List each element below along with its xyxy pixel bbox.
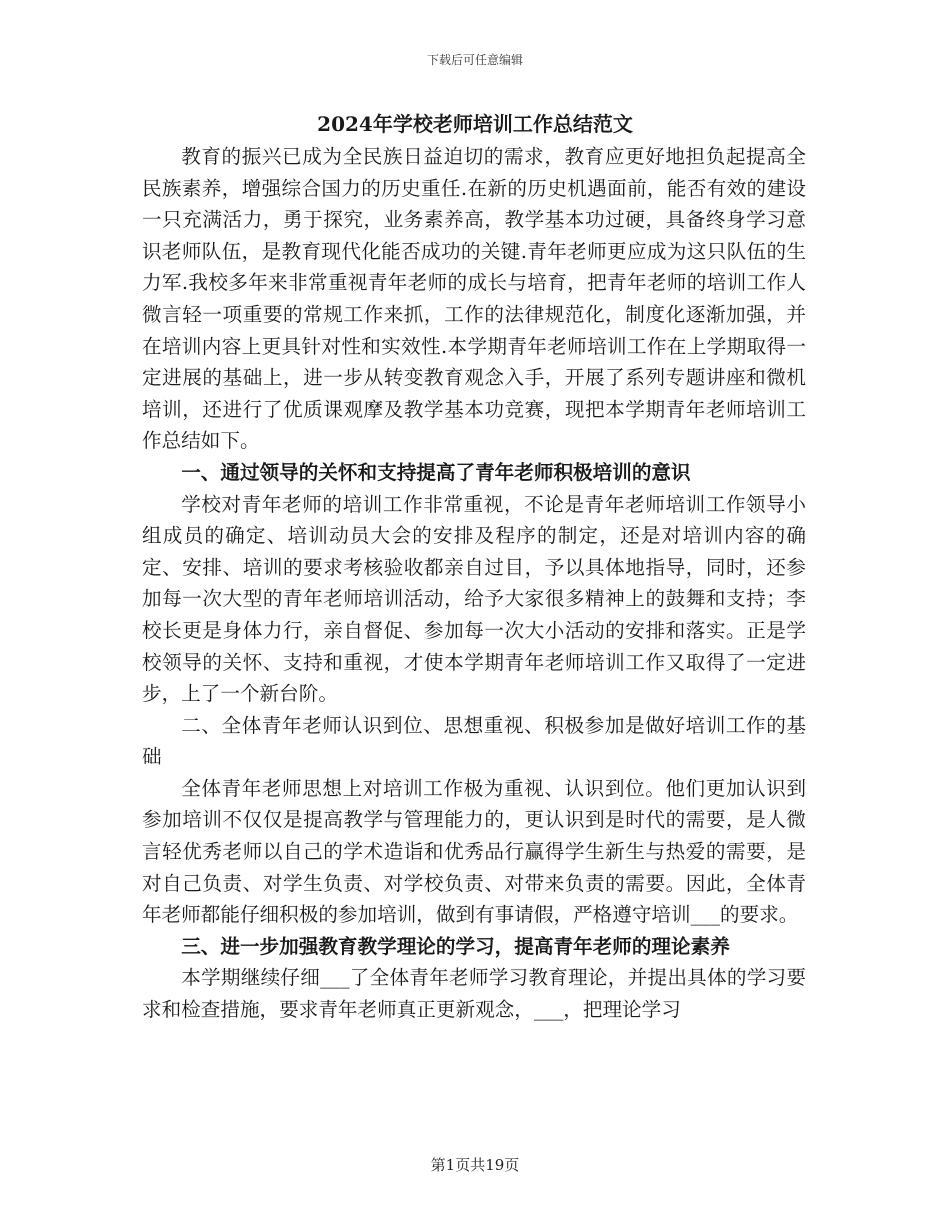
- page-header-note: 下载后可任意编辑: [426, 53, 523, 67]
- document-title: 2024年学校老师培训工作总结范文: [317, 112, 633, 136]
- section-heading-1: 一、通过领导的关怀和支持提高了青年老师积极培训的意识: [181, 460, 691, 484]
- section-heading-2: 二、全体青年老师认识到位、思想重视、积极参加是做好培训工作的基础: [142, 713, 806, 769]
- paragraph-section-2: 全体青年老师思想上对培训工作极为重视、认识到位。他们更加认识到参加培训不仅仅是提高教学与管理能力的，更认识到是时代的需要，是人微言轻优秀老师以自己的学术造诣和优秀品行赢得学生新生与热爱的需要，是对自己负责、对学生负责、对学校负责、对带来负责的需要。因此，全体青年老师都能仔细积极的参加培训，做到有事请假，严格遵守培训___的要求。: [142, 776, 806, 927]
- section-heading-3: 三、进一步加强教育教学理论的学习，提高青年老师的理论素养: [181, 934, 730, 958]
- paragraph-section-3: 本学期继续仔细___了全体青年老师学习教育理论，并提出具体的学习要求和检查措施，要求青年老师真正更新观念，___，把理论学习: [142, 966, 806, 1022]
- document-body: [142, 141, 806, 1026]
- paragraph-intro: 教育的振兴已成为全民族日益迫切的需求，教育应更好地担负起提高全民族素养，增强综合国力的历史重任.在新的历史机遇面前，能否有效的建设一只充满活力，勇于探究，业务素养高，教学基本功过硬，具备终身学习意识老师队伍，是教育现代化能否成功的关键.青年老师更应成为这只队伍的生力军.我校多年来非常重视青年老师的成长与培育，把青年老师的培训工作人微言轻一项重要的常规工作来抓，工作的法律规范化，制度化逐渐加强，并在培训内容上更具针对性和实效性.本学期青年老师培训工作在上学期取得一定进展的基础上，进一步从转变教育观念入手，开展了系列专题讲座和微机培训，还进行了优质课观摩及教学基本功竞赛，现把本学期青年老师培训工作总结如下。: [142, 145, 806, 453]
- page-number-footer: 第1页共19页: [430, 1156, 520, 1174]
- paragraph-section-1: 学校对青年老师的培训工作非常重视，不论是青年老师培训工作领导小组成员的确定、培训动员大会的安排及程序的制定，还是对培训内容的确定、安排、培训的要求考核验收都亲自过目，予以具体地指导，同时，还参加每一次大型的青年老师培训活动，给予大家很多精神上的鼓舞和支持；李校长更是身体力行，亲自督促、参加每一次大小活动的安排和落实。正是学校领导的关怀、支持和重视，才使本学期青年老师培训工作又取得了一定进步，上了一个新台阶。: [142, 492, 806, 706]
